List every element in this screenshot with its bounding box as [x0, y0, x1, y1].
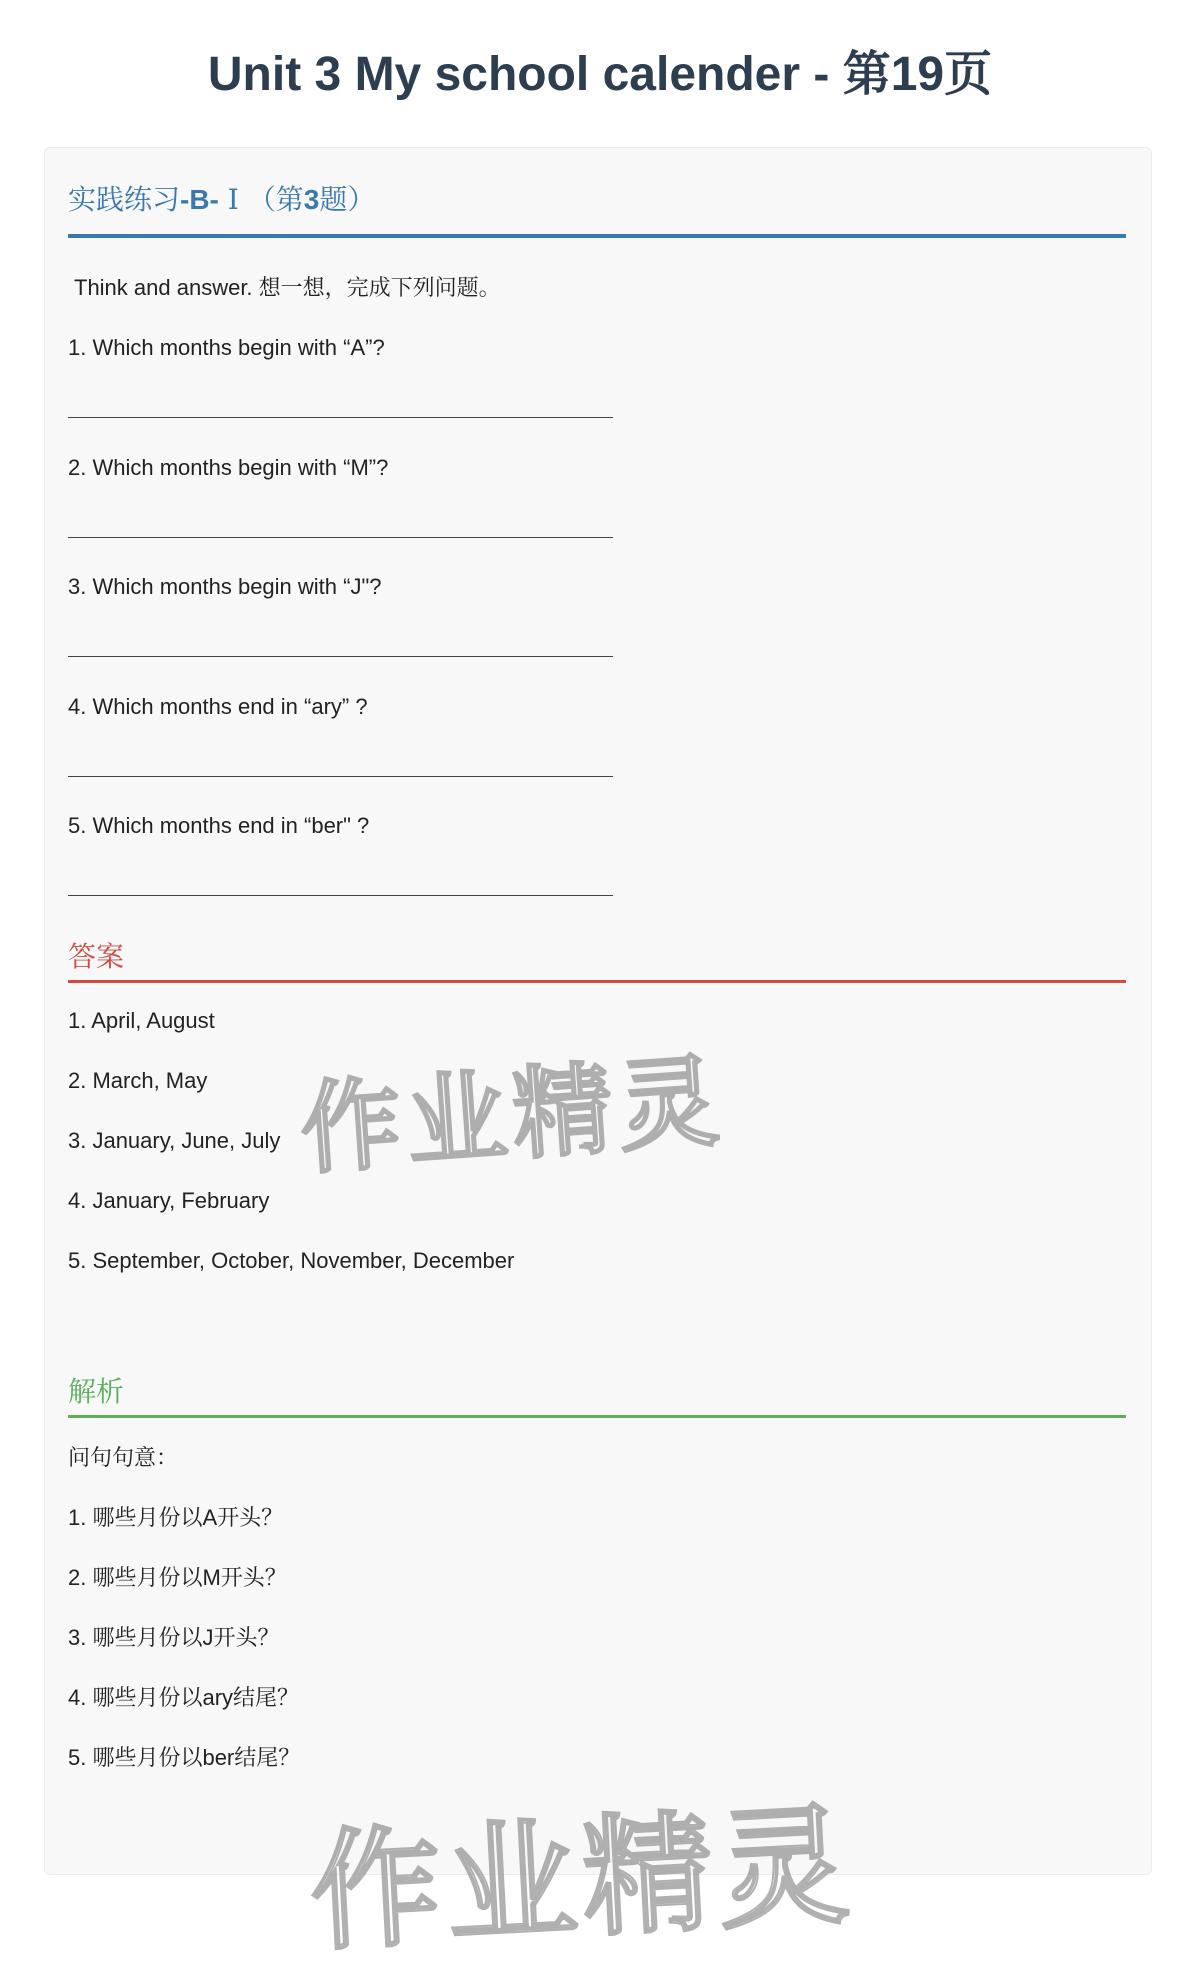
analysis-item-4: 4. 哪些月份以ary结尾？ [68, 1685, 300, 1710]
answer-line-3 [68, 656, 613, 657]
instruction-text: Think and answer. 想一想，完成下列问题。 [74, 275, 501, 300]
question-2: 2. Which months begin with “M”? [68, 455, 389, 480]
question-4: 4. Which months end in “ary” ? [68, 694, 368, 719]
analysis-intro: 问句句意： [68, 1445, 179, 1470]
answer-item-3: 3. January, June, July [68, 1128, 281, 1153]
answer-item-2: 2. March, May [68, 1068, 208, 1093]
question-3: 3. Which months begin with “J"? [68, 574, 382, 599]
page-title: Unit 3 My school calender - 第19页 [207, 48, 993, 101]
question-5: 5. Which months end in “ber" ? [68, 813, 370, 838]
answer-line-5 [68, 895, 613, 896]
analysis-item-3: 3. 哪些月份以J开头？ [68, 1625, 280, 1650]
answer-item-4: 4. January, February [68, 1188, 270, 1213]
practice-heading-end: 题） [319, 183, 376, 216]
answer-heading: 答案 [68, 937, 1126, 983]
answer-line-1 [68, 417, 613, 418]
answer-line-4 [68, 776, 613, 777]
practice-heading [68, 180, 1126, 238]
practice-heading-suffix: Ⅰ （第 [218, 183, 304, 216]
answer-item-5: 5. September, October, November, December [68, 1248, 515, 1273]
watermark-logo-bottom: 作业精灵 [306, 1788, 859, 1970]
analysis-item-2: 2. 哪些月份以M开头？ [68, 1565, 287, 1590]
answer-line-2 [68, 537, 613, 538]
answer-item-1: 1. April, August [68, 1008, 215, 1033]
question-1: 1. Which months begin with “A”? [68, 335, 385, 360]
analysis-item-1: 1. 哪些月份以A开头？ [68, 1505, 284, 1530]
analysis-item-5: 5. 哪些月份以ber结尾？ [68, 1745, 301, 1770]
practice-heading-prefix: 实践练习 [68, 183, 181, 216]
practice-heading-bold: -B- [180, 184, 219, 215]
analysis-heading: 解析 [68, 1372, 1126, 1418]
practice-heading-num: 3 [303, 184, 320, 215]
